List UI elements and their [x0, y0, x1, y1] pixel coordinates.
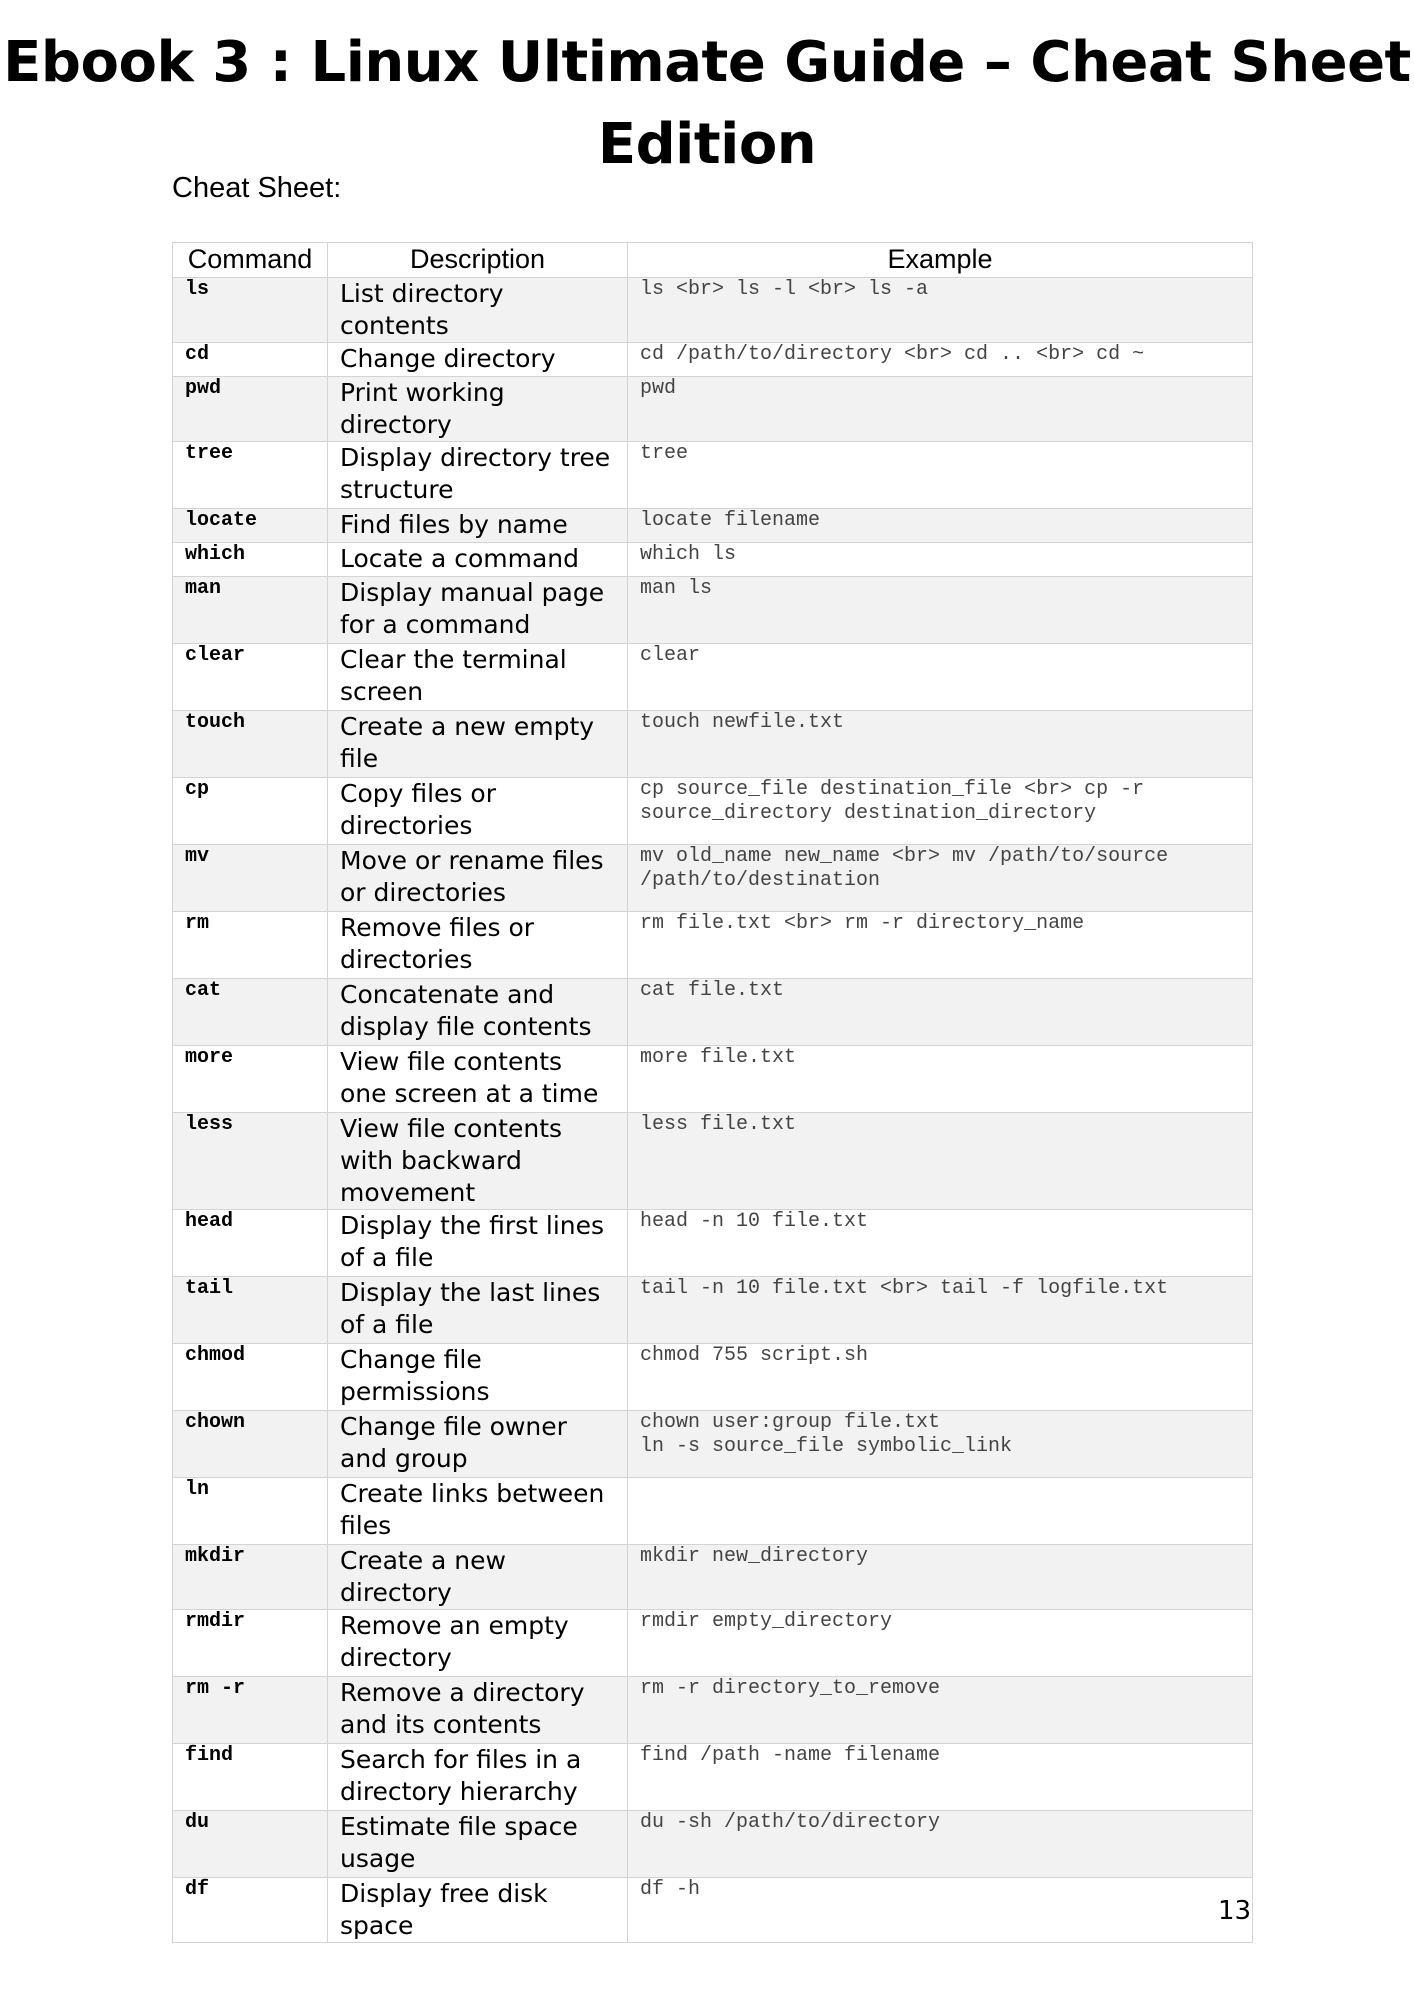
description-cell: Display the last lines of a file: [328, 1277, 628, 1344]
description-cell: Concatenate and display file contents: [328, 979, 628, 1046]
cheat-sheet-table: [172, 242, 1253, 1943]
description-cell: Remove an empty directory: [328, 1610, 628, 1677]
description-cell: Display manual page for a command: [328, 577, 628, 644]
example-cell: tree: [628, 442, 1253, 509]
example-cell: rm file.txt <br> rm -r directory_name: [628, 912, 1253, 979]
description-cell: Search for files in a directory hierarchy: [328, 1744, 628, 1811]
example-cell: more file.txt: [628, 1046, 1253, 1113]
table-row: [173, 1113, 1253, 1210]
command-cell: rm -r: [173, 1677, 328, 1744]
example-cell: cp source_file destination_file <br> cp -r source_directory destination_directory: [628, 778, 1253, 845]
description-cell: Change file permissions: [328, 1344, 628, 1411]
table-row: [173, 1411, 1253, 1478]
table-row: [173, 1744, 1253, 1811]
description-cell: Remove a directory and its contents: [328, 1677, 628, 1744]
table-row: [173, 979, 1253, 1046]
example-cell: cd /path/to/directory <br> cd .. <br> cd ~: [628, 343, 1253, 377]
description-cell: Display the first lines of a file: [328, 1210, 628, 1277]
example-cell: less file.txt: [628, 1113, 1253, 1210]
command-cell: pwd: [173, 377, 328, 442]
description-cell: Display free disk space: [328, 1878, 628, 1943]
example-cell: du -sh /path/to/directory: [628, 1811, 1253, 1878]
command-cell: more: [173, 1046, 328, 1113]
example-cell: tail -n 10 file.txt <br> tail -f logfile.txt: [628, 1277, 1253, 1344]
command-cell: rm: [173, 912, 328, 979]
command-cell: df: [173, 1878, 328, 1943]
example-cell: [628, 1478, 1253, 1545]
command-cell: which: [173, 543, 328, 577]
table-row: [173, 442, 1253, 509]
table-row: [173, 644, 1253, 711]
command-cell: tree: [173, 442, 328, 509]
description-cell: Change file owner and group: [328, 1411, 628, 1478]
command-cell: mkdir: [173, 1545, 328, 1610]
description-cell: Copy files or directories: [328, 778, 628, 845]
page-number: 13: [1218, 1896, 1252, 1926]
table-row: [173, 377, 1253, 442]
table-row: [173, 1277, 1253, 1344]
column-header-example: Example: [628, 243, 1253, 278]
example-cell: rm -r directory_to_remove: [628, 1677, 1253, 1744]
example-cell: locate filename: [628, 509, 1253, 543]
table-row: [173, 778, 1253, 845]
table-row: [173, 1046, 1253, 1113]
command-cell: mv: [173, 845, 328, 912]
section-subtitle: Cheat Sheet:: [172, 172, 342, 204]
example-cell: mv old_name new_name <br> mv /path/to/source /path/to/destination: [628, 845, 1253, 912]
description-cell: Locate a command: [328, 543, 628, 577]
command-cell: locate: [173, 509, 328, 543]
example-cell: find /path -name filename: [628, 1744, 1253, 1811]
table-row: [173, 509, 1253, 543]
command-cell: du: [173, 1811, 328, 1878]
description-cell: Create a new directory: [328, 1545, 628, 1610]
example-cell: df -h: [628, 1878, 1253, 1943]
table-row: [173, 1545, 1253, 1610]
command-cell: tail: [173, 1277, 328, 1344]
example-cell: chmod 755 script.sh: [628, 1344, 1253, 1411]
command-cell: find: [173, 1744, 328, 1811]
example-cell: man ls: [628, 577, 1253, 644]
command-cell: touch: [173, 711, 328, 778]
description-cell: View file contents one screen at a time: [328, 1046, 628, 1113]
example-cell: head -n 10 file.txt: [628, 1210, 1253, 1277]
command-cell: ls: [173, 278, 328, 343]
example-cell: chown user:group file.txt ln -s source_file symbolic_link: [628, 1411, 1253, 1478]
example-cell: touch newfile.txt: [628, 711, 1253, 778]
table-row: [173, 1610, 1253, 1677]
command-cell: cd: [173, 343, 328, 377]
example-cell: clear: [628, 644, 1253, 711]
description-cell: Estimate file space usage: [328, 1811, 628, 1878]
table-row: [173, 577, 1253, 644]
description-cell: Display directory tree structure: [328, 442, 628, 509]
description-cell: Find files by name: [328, 509, 628, 543]
table-row: [173, 1210, 1253, 1277]
column-header-description: Description: [328, 243, 628, 278]
table-row: [173, 343, 1253, 377]
description-cell: List directory contents: [328, 278, 628, 343]
description-cell: Create a new empty file: [328, 711, 628, 778]
command-cell: rmdir: [173, 1610, 328, 1677]
description-cell: Remove files or directories: [328, 912, 628, 979]
example-cell: ls <br> ls -l <br> ls -a: [628, 278, 1253, 343]
table-row: [173, 912, 1253, 979]
table-row: [173, 1878, 1253, 1943]
page-title: Ebook 3 : Linux Ultimate Guide – Cheat Sheet Edition: [3, 30, 1411, 177]
command-cell: less: [173, 1113, 328, 1210]
command-cell: chown: [173, 1411, 328, 1478]
column-header-command: Command: [173, 243, 328, 278]
table-row: [173, 278, 1253, 343]
description-cell: View file contents with backward movement: [328, 1113, 628, 1210]
command-cell: ln: [173, 1478, 328, 1545]
command-cell: man: [173, 577, 328, 644]
example-cell: rmdir empty_directory: [628, 1610, 1253, 1677]
description-cell: Print working directory: [328, 377, 628, 442]
command-cell: cp: [173, 778, 328, 845]
description-cell: Clear the terminal screen: [328, 644, 628, 711]
example-cell: cat file.txt: [628, 979, 1253, 1046]
table-row: [173, 1811, 1253, 1878]
command-cell: chmod: [173, 1344, 328, 1411]
command-cell: cat: [173, 979, 328, 1046]
example-cell: pwd: [628, 377, 1253, 442]
table-row: [173, 543, 1253, 577]
description-cell: Create links between files: [328, 1478, 628, 1545]
table-row: [173, 1478, 1253, 1545]
description-cell: Change directory: [328, 343, 628, 377]
table-row: [173, 1677, 1253, 1744]
table-row: [173, 711, 1253, 778]
table-header-row: [173, 243, 1253, 278]
example-cell: which ls: [628, 543, 1253, 577]
table-row: [173, 845, 1253, 912]
command-cell: clear: [173, 644, 328, 711]
example-cell: mkdir new_directory: [628, 1545, 1253, 1610]
command-cell: head: [173, 1210, 328, 1277]
description-cell: Move or rename files or directories: [328, 845, 628, 912]
table-row: [173, 1344, 1253, 1411]
